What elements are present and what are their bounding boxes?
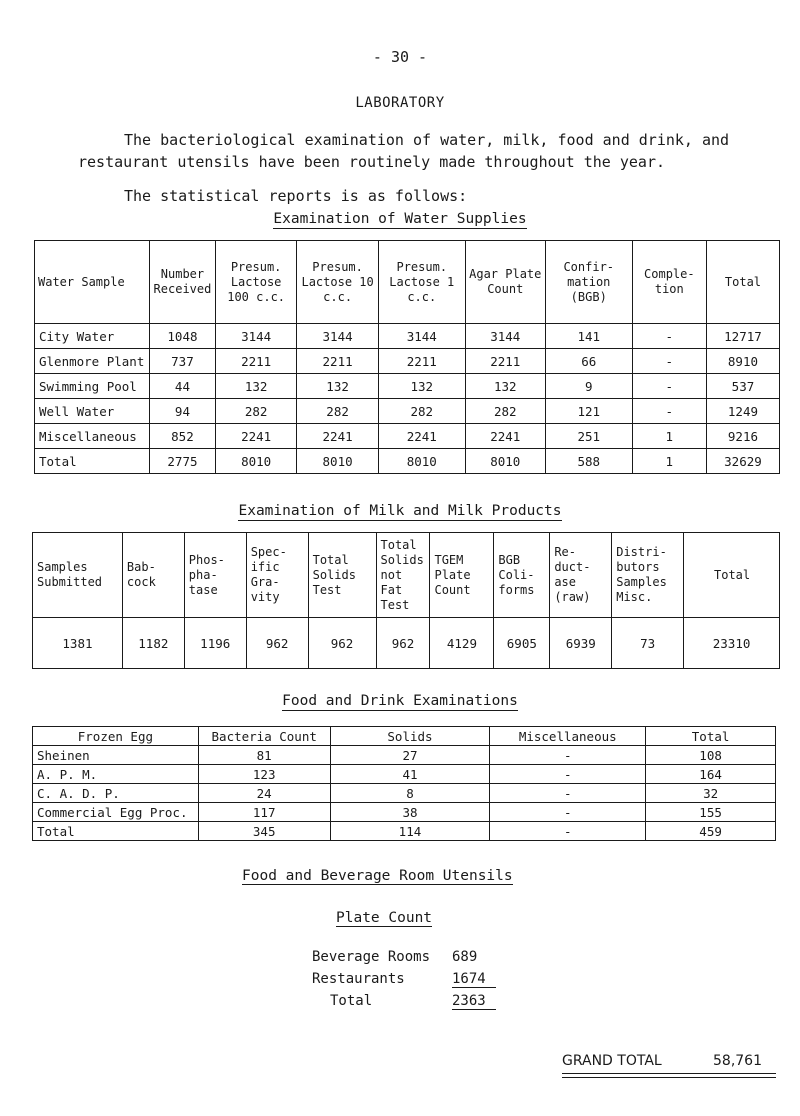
table-cell: 24: [198, 784, 330, 803]
row-label: Well Water: [35, 399, 150, 424]
table-cell: 459: [646, 822, 776, 841]
water-table: [34, 240, 780, 474]
column-header: Presum. Lactose 100 c.c.: [215, 241, 296, 324]
table-cell: 3144: [297, 324, 378, 349]
row-label: Miscellaneous: [35, 424, 150, 449]
column-header: Confir- mation (BGB): [545, 241, 632, 324]
table-cell: 23310: [684, 618, 780, 669]
table-cell: -: [490, 803, 646, 822]
column-header: Water Sample: [35, 241, 150, 324]
table-cell: 537: [706, 374, 779, 399]
table-cell: 108: [646, 746, 776, 765]
table-cell: 32: [646, 784, 776, 803]
intro-text: The bacteriological examination of water, milk, food and drink, and restaurant utensils have been routinely made throughout the year.: [78, 131, 730, 171]
utensil-value: 2363: [452, 993, 496, 1010]
water-header-row: [35, 241, 780, 324]
table-cell: 588: [545, 449, 632, 474]
table-cell: -: [632, 399, 706, 424]
table-row: [33, 765, 776, 784]
table-cell: -: [490, 746, 646, 765]
table-row: [33, 822, 776, 841]
utensil-value: 689: [452, 949, 478, 965]
table-row: [33, 784, 776, 803]
table-cell: 132: [378, 374, 465, 399]
milk-header-row: [33, 533, 780, 618]
table-row: [35, 324, 780, 349]
row-label: C. A. D. P.: [33, 784, 199, 803]
column-header: Frozen Egg: [33, 727, 199, 746]
table-cell: -: [632, 349, 706, 374]
table-cell: 73: [612, 618, 684, 669]
column-header: Spec- ific Gra- vity: [246, 533, 308, 618]
table-cell: 2211: [215, 349, 296, 374]
utensils-title: Food and Beverage Room Utensils: [242, 868, 513, 884]
table-cell: 66: [545, 349, 632, 374]
table-cell: 8010: [378, 449, 465, 474]
column-header: Total: [684, 533, 780, 618]
table-cell: 345: [198, 822, 330, 841]
table-cell: -: [490, 765, 646, 784]
table-cell: 41: [330, 765, 490, 784]
table-cell: 94: [150, 399, 216, 424]
table-cell: 251: [545, 424, 632, 449]
column-header: Distri- butors Samples Misc.: [612, 533, 684, 618]
column-header: BGB Coli- forms: [494, 533, 550, 618]
column-header: Total Solids not Fat Test: [376, 533, 430, 618]
table-cell: 8010: [215, 449, 296, 474]
table-row: [35, 449, 780, 474]
table-cell: 114: [330, 822, 490, 841]
column-header: Bab- cock: [122, 533, 184, 618]
row-label: Glenmore Plant: [35, 349, 150, 374]
table-cell: 8010: [297, 449, 378, 474]
table-row: [35, 374, 780, 399]
row-label: Total: [35, 449, 150, 474]
column-header: Bacteria Count: [198, 727, 330, 746]
table-cell: 282: [215, 399, 296, 424]
row-label: City Water: [35, 324, 150, 349]
table-cell: 3144: [465, 324, 545, 349]
row-label: Sheinen: [33, 746, 199, 765]
table-row: [33, 803, 776, 822]
column-header: Re- duct- ase (raw): [550, 533, 612, 618]
table-cell: 3144: [378, 324, 465, 349]
row-label: A. P. M.: [33, 765, 199, 784]
table-cell: 852: [150, 424, 216, 449]
table-cell: 38: [330, 803, 490, 822]
table-cell: 6905: [494, 618, 550, 669]
page-heading: LABORATORY: [355, 95, 445, 111]
column-header: Agar Plate Count: [465, 241, 545, 324]
table-cell: 2241: [215, 424, 296, 449]
table-cell: 8910: [706, 349, 779, 374]
table-cell: 8: [330, 784, 490, 803]
row-label: Commercial Egg Proc.: [33, 803, 199, 822]
table-cell: 1381: [33, 618, 123, 669]
column-header: Total: [706, 241, 779, 324]
table-cell: -: [490, 822, 646, 841]
table-cell: 32629: [706, 449, 779, 474]
table-cell: 132: [215, 374, 296, 399]
milk-section-title: Examination of Milk and Milk Products: [238, 503, 562, 519]
table-cell: 1249: [706, 399, 779, 424]
column-header: Presum. Lactose 10 c.c.: [297, 241, 378, 324]
table-cell: 6939: [550, 618, 612, 669]
table-cell: 282: [297, 399, 378, 424]
table-cell: 132: [465, 374, 545, 399]
table-cell: 1: [632, 449, 706, 474]
table-cell: 1196: [184, 618, 246, 669]
table-cell: 2241: [465, 424, 545, 449]
column-header: Presum. Lactose 1 c.c.: [378, 241, 465, 324]
table-cell: 81: [198, 746, 330, 765]
table-cell: 2211: [378, 349, 465, 374]
utensils-subtitle: Plate Count: [336, 910, 433, 926]
table-row: [35, 349, 780, 374]
page-number: - 30 -: [372, 48, 428, 66]
table-cell: 1182: [122, 618, 184, 669]
column-header: Comple- tion: [632, 241, 706, 324]
table-cell: 123: [198, 765, 330, 784]
row-label: Swimming Pool: [35, 374, 150, 399]
grand-total-label: GRAND TOTAL: [562, 1053, 662, 1069]
table-cell: 2241: [297, 424, 378, 449]
table-cell: 2775: [150, 449, 216, 474]
food-table: [32, 726, 776, 841]
food-section-title: Food and Drink Examinations: [282, 693, 518, 709]
utensil-value: 1674: [452, 971, 496, 988]
grand-total-value: 58,761: [713, 1053, 762, 1069]
table-cell: 8010: [465, 449, 545, 474]
table-row: [35, 424, 780, 449]
row-label: Total: [33, 822, 199, 841]
table-cell: 962: [308, 618, 376, 669]
utensil-label: Total: [330, 993, 373, 1009]
food-header-row: [33, 727, 776, 746]
table-cell: 9: [545, 374, 632, 399]
utensil-label: Beverage Rooms: [312, 949, 431, 965]
table-cell: 141: [545, 324, 632, 349]
water-section-title: Examination of Water Supplies: [273, 211, 527, 227]
table-cell: 282: [378, 399, 465, 424]
column-header: Phos- pha- tase: [184, 533, 246, 618]
table-cell: 155: [646, 803, 776, 822]
table-cell: 1: [632, 424, 706, 449]
table-cell: 44: [150, 374, 216, 399]
table-cell: 12717: [706, 324, 779, 349]
table-cell: -: [490, 784, 646, 803]
table-row: [33, 618, 780, 669]
table-cell: 117: [198, 803, 330, 822]
column-header: Total Solids Test: [308, 533, 376, 618]
column-header: Number Received: [150, 241, 216, 324]
table-cell: 3144: [215, 324, 296, 349]
column-header: TGEM Plate Count: [430, 533, 494, 618]
table-cell: 164: [646, 765, 776, 784]
table-cell: 9216: [706, 424, 779, 449]
intro-statement: The statistical reports is as follows:: [124, 187, 468, 205]
table-cell: 121: [545, 399, 632, 424]
column-header: Total: [646, 727, 776, 746]
table-cell: 2211: [297, 349, 378, 374]
table-cell: 737: [150, 349, 216, 374]
intro-paragraph: [78, 129, 758, 173]
table-cell: 27: [330, 746, 490, 765]
table-row: [35, 399, 780, 424]
table-cell: 282: [465, 399, 545, 424]
table-cell: 962: [376, 618, 430, 669]
grand-total-rule: [562, 1077, 776, 1078]
table-cell: 2241: [378, 424, 465, 449]
column-header: Solids: [330, 727, 490, 746]
table-cell: 1048: [150, 324, 216, 349]
grand-total-rule: [562, 1073, 776, 1074]
table-cell: 4129: [430, 618, 494, 669]
table-cell: -: [632, 324, 706, 349]
utensil-label: Restaurants: [312, 971, 405, 987]
milk-table: [32, 532, 780, 669]
column-header: Miscellaneous: [490, 727, 646, 746]
table-cell: 132: [297, 374, 378, 399]
table-cell: 2211: [465, 349, 545, 374]
table-row: [33, 746, 776, 765]
column-header: Samples Submitted: [33, 533, 123, 618]
table-cell: 962: [246, 618, 308, 669]
table-cell: -: [632, 374, 706, 399]
